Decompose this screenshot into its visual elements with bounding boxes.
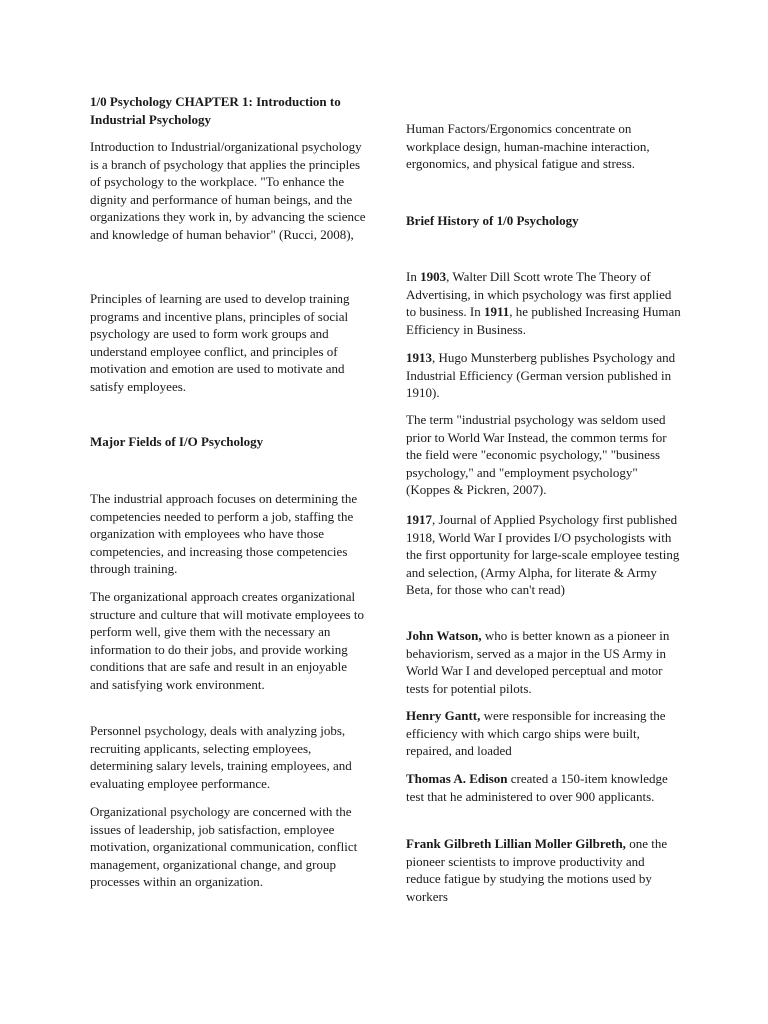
human-factors-paragraph: Human Factors/Ergonomics concentrate on workplace design, human-machine interaction, ergonomics, and physical fatigue and stress. (406, 121, 650, 172)
john-watson-paragraph: John Watson, who is better known as a pioneer in behaviorism, served as a major in the US Army in World War I and developed perceptual and motor tests for potential pilots. (406, 628, 670, 696)
principles-paragraph: Principles of learning are used to develop training programs and incentive plans, principles of social psychology are used to form work groups and understand employee conflict, and principles of motivation and emotion are used to motivate and satisfy employees. (90, 291, 350, 394)
gilbreth-name: Frank Gilbreth Lillian Moller Gilbreth, (406, 836, 626, 851)
major-fields-heading: Major Fields of I/O Psychology (90, 434, 264, 449)
year-1911: 1911 (484, 304, 510, 320)
industrial-psychology-term-paragraph: The term "industrial psychology was seldom used prior to World War Instead, the common terms for the field were "economic psychology," "business psychology," and "employment psychology" (Koppes & Pickren, 2007). (406, 412, 667, 498)
year-1903: 1903 (420, 269, 447, 284)
john-watson-name: John Watson, (406, 628, 482, 643)
personnel-psychology-paragraph: Personnel psychology, deals with analyzing jobs, recruiting applicants, selecting employees, determining salary levels, training employees, and evaluating employee performance. (90, 723, 352, 791)
thomas-edison-name: Thomas A. Edison (406, 771, 508, 786)
gilbreth-paragraph: Frank Gilbreth Lillian Moller Gilbreth, one the pioneer scientists to improve productivity and reduce fatigue by studying the motions used by workers (406, 836, 668, 904)
year-1917: 1917 (406, 512, 432, 527)
history-1913-paragraph: 1913, Hugo Munsterberg publishes Psychology and Industrial Efficiency (German version published in 1910). (406, 350, 676, 401)
chapter-title: 1/0 Psychology CHAPTER 1: Introduction to Industrial Psychology (90, 94, 341, 127)
henry-gantt-name: Henry Gantt, (406, 708, 481, 723)
brief-history-heading: Brief History of 1/0 Psychology (406, 213, 579, 228)
history-1917-paragraph: 1917, Journal of Applied Psychology first published 1918, World War I provides I/O psychologists with the first opportunity for large-scale employee testing and selection, (Army Alpha, for literate & Army Beta, for those who can't read) (406, 512, 680, 598)
organizational-approach-paragraph: The organizational approach creates organizational structure and culture that will motivate employees to perform well, give them with the necessary an information to do their jobs, and provide working conditions that are safe and result in an enjoyable and satisfying work environment. (90, 589, 365, 692)
history-1903-paragraph: In 1903, Walter Dill Scott wrote The Theory of Advertising, in which psychology was first applied to business. In 1911, he published Increasing Human Efficiency in Business. (406, 269, 681, 337)
intro-paragraph: Introduction to Industrial/organizational psychology is a branch of psychology that applies the principles of psychology to the workplace. "To enhance the dignity and performance of human beings, and the organizations they work in, by advancing the science and knowledge of human behavior" (Rucci, 2008), (90, 139, 366, 242)
industrial-approach-paragraph: The industrial approach focuses on determining the competencies needed to perform a job, staffing the organization with employees who have those competencies, and increasing those competencies through training. (90, 491, 358, 577)
organizational-psychology-paragraph: Organizational psychology are concerned with the issues of leadership, job satisfaction, employee motivation, organizational communication, conflict management, organizational change, and group processes within an organization. (90, 804, 358, 890)
thomas-edison-paragraph: Thomas A. Edison created a 150-item knowledge test that he administered to over 900 applicants. (406, 771, 668, 804)
henry-gantt-paragraph: Henry Gantt, were responsible for increasing the efficiency with which cargo ships were built, repaired, and loaded (406, 708, 666, 759)
year-1913: 1913 (406, 350, 432, 365)
